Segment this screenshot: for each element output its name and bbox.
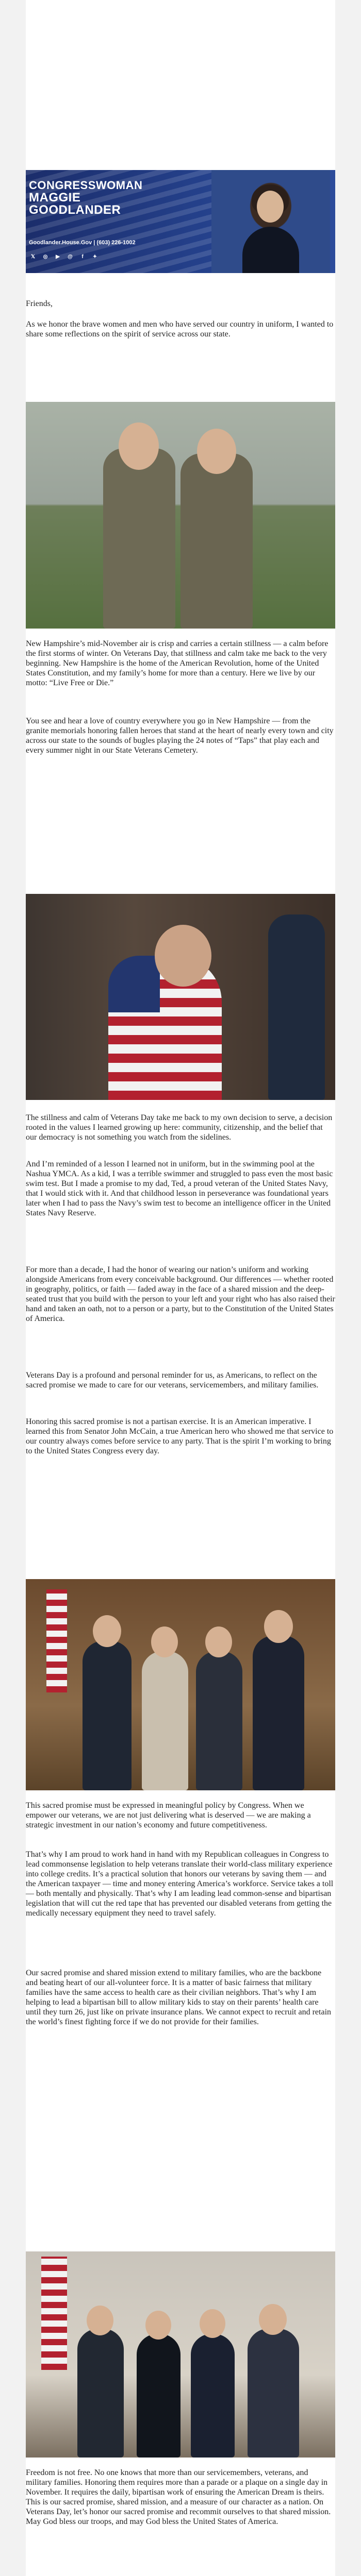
brand-logo bbox=[29, 179, 163, 216]
paragraph-8: Honoring this sacred promise is not a partisan exercise. It is an American imperative. I learned this from Senator John McCain, a true American hero who showed me that service to our country always comes before service to any party. That is the spirit I’m working to bring to the United States Congress every day. bbox=[26, 1417, 334, 1455]
paragraph-9: This sacred promise must be expressed in meaningful policy by Congress. When we empower our veterans, we are not just delivering what is deserved — we are making a strategic investment in our nation’s economy and future competitiveness. bbox=[26, 1801, 311, 1829]
photo-flag-embrace bbox=[26, 894, 335, 1100]
paragraph-11: Our sacred promise and shared mission extend to military families, who are the backbone and beating heart of our all-volunteer force. It is a matter of basic fairness that military families have the same access to health care as their civilian neighbors. That’s why I am helping to lead a bipartisan bill to allow military kids to stay on their parents’ health care until they turn 26, just like on private insurance plans. We cannot expect to recruit and retain the world’s finest fighting force if we do not provide for their families. bbox=[26, 1969, 332, 2026]
group-person-1 bbox=[83, 1641, 132, 1790]
paragraph-3: You see and hear a love of country everywhere you go in New Hampshire — from the granite memorials honoring fallen heroes that stand at the heart of nearly every town and city across our state to the sounds of bugles playing the 24 notes of “Taps” that play each and every summer night in our State Veterans Cemetery. bbox=[26, 717, 334, 755]
figure-1 bbox=[103, 448, 175, 629]
figure-2 bbox=[180, 453, 253, 629]
photo-uniform-portrait bbox=[26, 402, 335, 629]
group-person-4-head bbox=[264, 1610, 293, 1643]
portrait-face bbox=[257, 191, 284, 223]
header-social-icons bbox=[29, 252, 99, 261]
us-flag bbox=[46, 1589, 67, 1692]
group-person-3 bbox=[196, 1651, 242, 1790]
veteran-3-head bbox=[200, 2309, 225, 2338]
paragraph-10: That’s why I am proud to work hand in hand with my Republican colleagues in Congress to lead commonsense legislation to help veterans translate their world-class military experience into college credits. It’s a practical solution that honors our veterans by saving them — and the American taxpayer — time and money entering America’s workforce. Service takes a toll — both mentally and physically. That’s why I am leading lead common-sense and bipartisan legislation that will cut the red tape that has prevented our disabled veterans from getting the medically necessary equipment they need to travel safely. bbox=[26, 1850, 334, 1918]
group-person-2-head bbox=[151, 1626, 178, 1657]
photo-congress-group bbox=[26, 1579, 335, 1790]
threads-icon[interactable]: @ bbox=[68, 253, 73, 260]
paragraph-5: And I’m reminded of a lesson I learned not in uniform, but in the swimming pool at the Nashua YMCA. As a kid, I was a terrible swimmer and struggled to pass even the most basic swim test. But I made a promise to my dad, Ted, a proud veteran of the United States Navy, that I would stick with it. And that childhood lesson in perseverance was foundational years later when I had to pass the Navy’s swim test to become an intelligence officer in the United States Navy Reserve. bbox=[26, 1160, 333, 1217]
photo-veterans-group bbox=[26, 2251, 335, 2458]
group-person-2 bbox=[142, 1651, 188, 1790]
veteran-4-head bbox=[259, 2304, 287, 2335]
brand-title: CONGRESSWOMAN bbox=[29, 179, 143, 192]
header-banner bbox=[26, 170, 335, 273]
x-icon[interactable]: 𝕏 bbox=[30, 253, 36, 260]
veteran-1-head bbox=[87, 2306, 113, 2335]
paragraph-12: Freedom is not free. No one knows that more than our servicemembers, veterans, and military families. Honoring them requires more than a parade or a plaque on a single day in November. It requires the daily, bipartisan work of ensuring the American Dream is theirs. This is our sacred promise, shared mission, and a measure of our character as a nation. On Veterans Day, let’s honor our sacred promise and recommit ourselves to that shared mission. May God bless our troops, and may God bless the United States of America. bbox=[26, 2468, 331, 2526]
group-person-3-head bbox=[205, 1626, 232, 1657]
paragraph-6: For more than a decade, I had the honor of wearing our nation’s uniform and working alongside Americans from every conceivable background. Our differences — whether rooted in geography, politics, or faith — faded away in the face of a shared mission and the deep-seated trust that you build with the person to your left and your right who has also raised their hand and taken an oath, not to a person or a party, but to the Constitution of the United States of America. bbox=[26, 1265, 335, 1323]
group-person-4 bbox=[253, 1636, 304, 1790]
paragraph-2: New Hampshire’s mid-November air is crisp and carries a certain stillness — a calm before the first storms of winter. On Veterans Day, that stillness and calm take me back to the very beginning. New Hampshire is the home of the American Revolution, home of the United States Constitution, and my family’s home for more than a century. Here we live by our motto: “Live Free or Die.” bbox=[26, 639, 329, 687]
facebook-icon[interactable]: f bbox=[81, 253, 84, 260]
brand-last-name: GOODLANDER bbox=[29, 203, 121, 217]
veteran-1 bbox=[77, 2329, 124, 2458]
veteran-2 bbox=[137, 2334, 180, 2458]
veteran-4 bbox=[248, 2329, 299, 2458]
brand-first-name: MAGGIE bbox=[29, 191, 81, 205]
veteran-2-head bbox=[145, 2311, 171, 2340]
figure-1-head bbox=[119, 422, 159, 470]
header-portrait bbox=[211, 170, 330, 273]
portrait-body bbox=[242, 227, 299, 273]
bluesky-icon[interactable]: ✦ bbox=[92, 253, 97, 260]
veteran-3 bbox=[191, 2334, 235, 2458]
background-figure bbox=[268, 914, 325, 1100]
flag-canton bbox=[108, 956, 160, 1012]
header-contact: Goodlander.House.Gov | (603) 226-1002 bbox=[29, 240, 136, 246]
paragraph-4: The stillness and calm of Veterans Day take me back to my own decision to serve, a decision rooted in the values I learned growing up here: community, citizenship, and the belief that our democracy is not something you watch from the sidelines. bbox=[26, 1113, 333, 1142]
email-body bbox=[26, 0, 335, 2576]
embrace-head bbox=[155, 925, 211, 987]
intro-paragraph: As we honor the brave women and men who have served our country in uniform, I wanted to share some reflections on the spirit of service across our state. bbox=[26, 320, 334, 338]
greeting: Friends, bbox=[26, 299, 53, 308]
instagram-icon[interactable]: ◎ bbox=[43, 253, 48, 260]
figure-2-head bbox=[197, 429, 236, 474]
paragraph-7: Veterans Day is a profound and personal reminder for us, as Americans, to reflect on the sacred promise we made to care for our veterans, servicemembers, and military families. bbox=[26, 1371, 319, 1389]
youtube-icon[interactable]: ▶ bbox=[56, 253, 60, 260]
group-person-1-head bbox=[93, 1615, 121, 1647]
us-flag bbox=[41, 2257, 67, 2370]
